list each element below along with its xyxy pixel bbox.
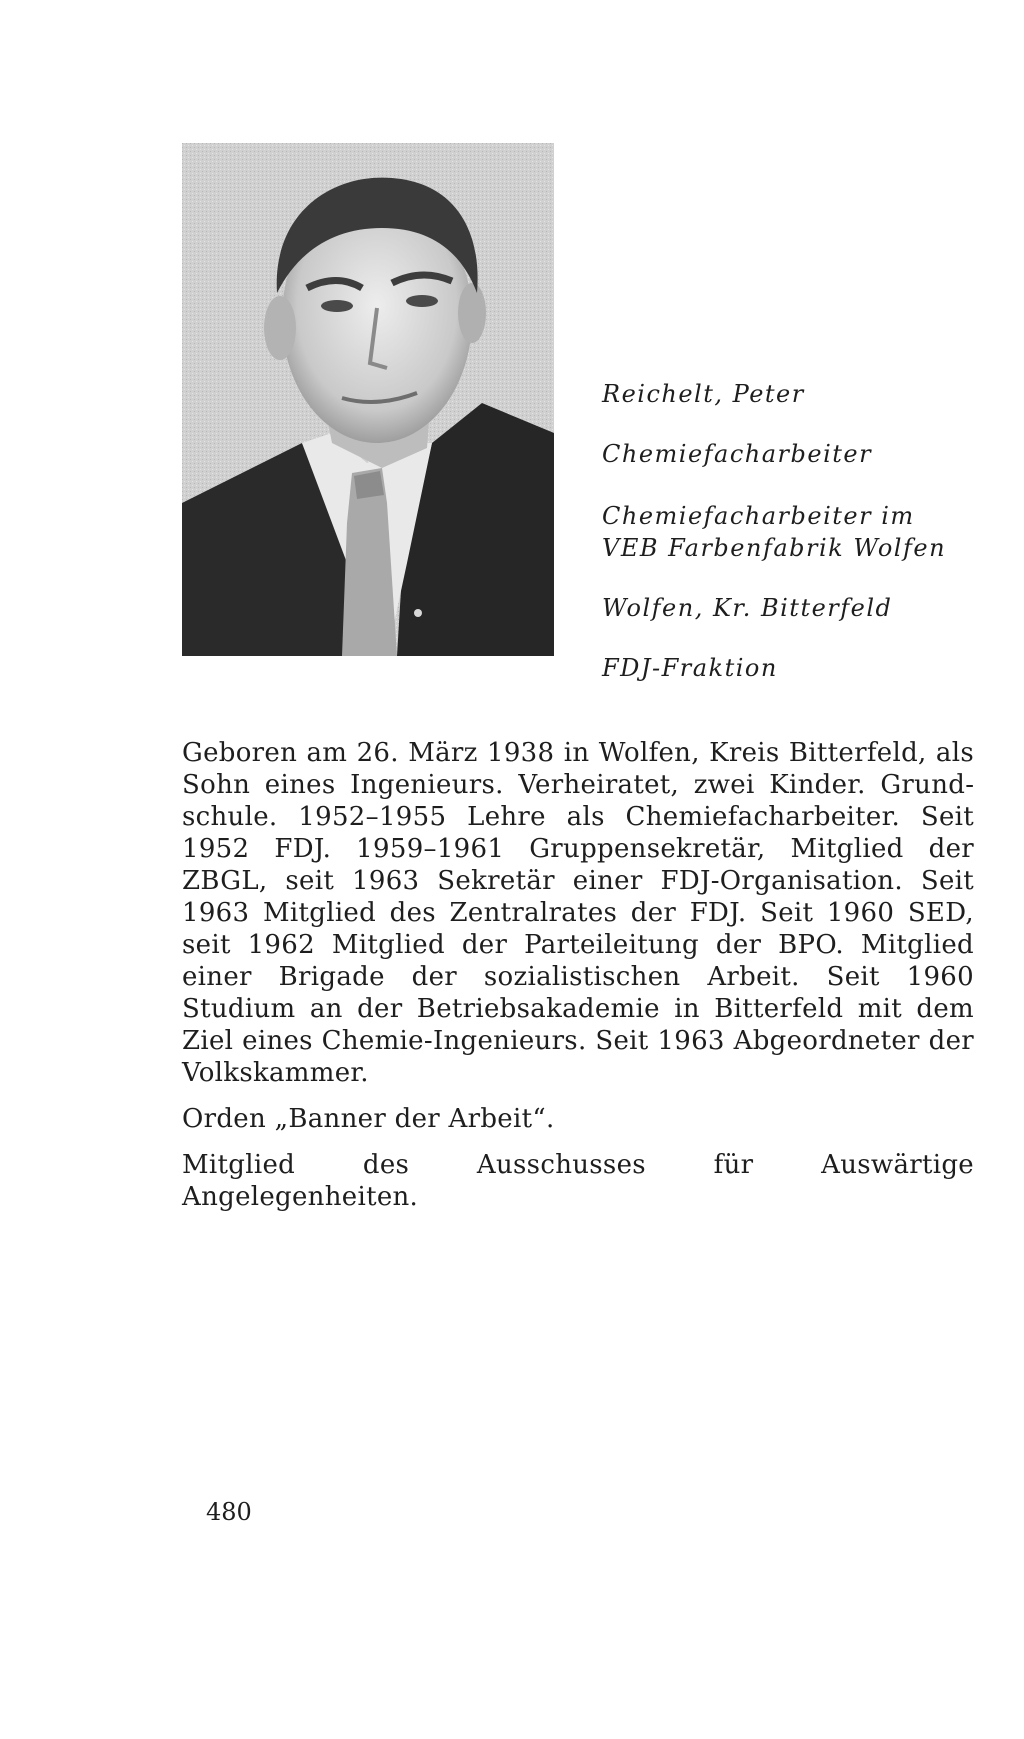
employment-line-2: VEB Farbenfabrik Wolfen (602, 534, 947, 562)
portrait-illustration (182, 143, 554, 656)
employment-line-1: Chemiefacharbeiter im (602, 502, 915, 530)
portrait-photo (182, 143, 554, 656)
person-name: Reichelt, Peter (602, 380, 805, 408)
person-profession: Chemiefacharbeiter (602, 440, 873, 468)
award-text: Orden „Banner der Arbeit“. (182, 1104, 555, 1134)
page-number: 480 (206, 1498, 252, 1526)
faction: FDJ-Fraktion (602, 654, 778, 682)
residence: Wolfen, Kr. Bitterfeld (602, 594, 893, 622)
committee-text: Mitglied des Ausschusses für Auswärtige Angelegenheiten. (182, 1150, 974, 1212)
biography-text: Geboren am 26. März 1938 in Wolfen, Kreis Bitterfeld, als Sohn eines Ingenieurs. Verheiratet, zwei Kinder. Grundschule. 1952–1955 Lehre als Chemiefacharbeiter. Seit 1952 FDJ. 1959–1961 Gruppensekretär, Mitglied der ZBGL, seit 1963 Sekretär einer FDJ-Organisation. Seit 1963 Mitglied des Zentralrates der FDJ. Seit 1960 SED, seit 1962 Mitglied der Parteileitung der BPO. Mitglied einer Brigade der sozialistischen Arbeit. Seit 1960 Studium an der Betriebsakademie in Bitterfeld mit dem Ziel eines Chemie-Ingenieurs. Seit 1963 Abgeordneter der Volkskammer. (182, 738, 974, 1088)
biography-section (182, 737, 974, 1213)
